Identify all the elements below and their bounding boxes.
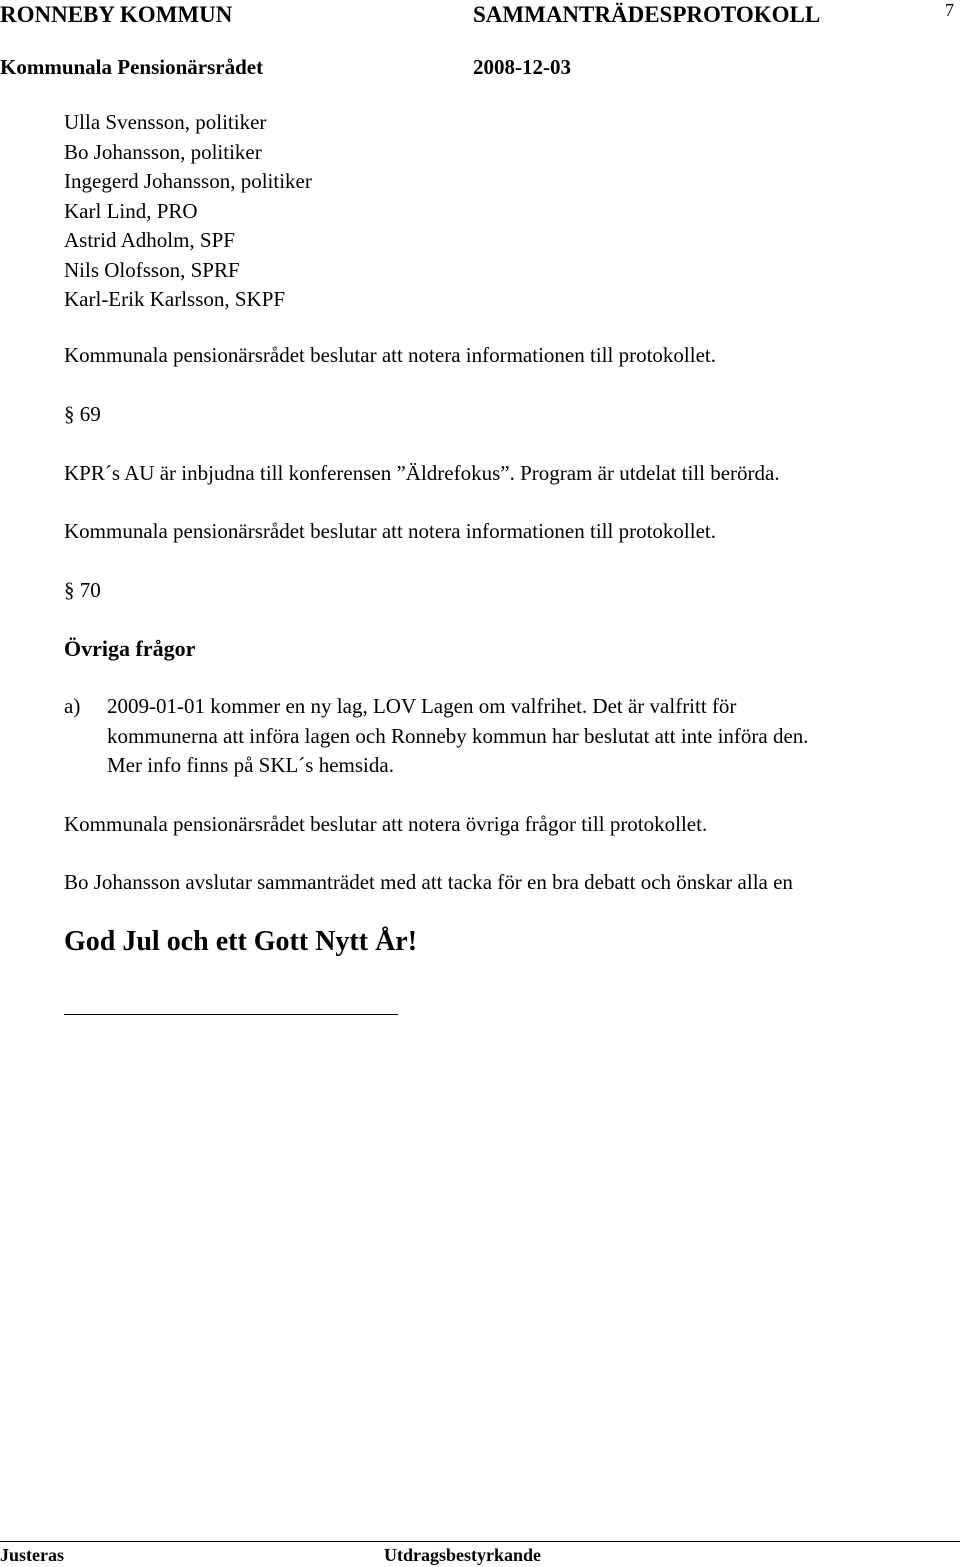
justeras-label: Justeras	[0, 1545, 64, 1565]
council-name: Kommunala Pensionärsrådet	[0, 55, 264, 79]
section-heading-69	[64, 400, 101, 430]
attendee: Karl-Erik Karlsson, SKPF	[64, 287, 286, 311]
attendee: Karl Lind, PRO	[64, 198, 198, 223]
attendee: Astrid Adholm, SPF	[64, 228, 235, 252]
utdragsbestyrkande-label: Utdragsbestyrkande	[384, 1545, 542, 1565]
section-69-text: KPR´s AU är inbjudna till konferensen ”Äldrefokus”. Program är utdelat till berörda.	[64, 461, 780, 485]
attendee-list	[64, 108, 312, 315]
section-symbol: §	[64, 578, 75, 602]
list-item-a	[107, 692, 809, 781]
section-70-title: Övriga frågor	[64, 636, 196, 661]
attendee: Ulla Svensson, politiker	[64, 110, 267, 134]
attendee: Bo Johansson, politiker	[64, 139, 262, 164]
section-symbol: §	[64, 402, 75, 426]
footer-rule	[0, 1541, 960, 1542]
section-69-decision: Kommunala pensionärsrådet beslutar att notera informationen till protokollet.	[64, 519, 716, 543]
list-item-line: kommunerna att införa lagen och Ronneby kommun har beslutat att inte införa den.	[107, 723, 809, 748]
attendee: Nils Olofsson, SPRF	[64, 257, 240, 282]
document-type: SAMMANTRÄDESPROTOKOLL	[473, 2, 821, 27]
section-heading-70	[64, 576, 101, 606]
signature-rule	[64, 1014, 398, 1015]
attendee: Ingegerd Johansson, politiker	[64, 169, 312, 193]
closing-paragraph: Bo Johansson avslutar sammanträdet med att tacka för en bra debatt och önskar alla en	[64, 870, 793, 894]
decision-paragraph: Kommunala pensionärsrådet beslutar att notera informationen till protokollet.	[64, 343, 716, 367]
org-name: RONNEBY KOMMUN	[0, 2, 233, 27]
list-item-line: Mer info finns på SKL´s hemsida.	[107, 753, 394, 777]
page-number: 7	[945, 0, 954, 20]
list-item-marker: a)	[64, 694, 81, 718]
section-70-decision: Kommunala pensionärsrådet beslutar att notera övriga frågor till protokollet.	[64, 812, 708, 836]
section-number: 70	[79, 578, 101, 602]
list-item-line: 2009-01-01 kommer en ny lag, LOV Lagen om valfrihet. Det är valfritt för	[107, 694, 737, 718]
meeting-date: 2008-12-03	[473, 55, 571, 79]
holiday-greeting: God Jul och ett Gott Nytt År!	[64, 926, 418, 957]
section-number: 69	[79, 402, 101, 426]
